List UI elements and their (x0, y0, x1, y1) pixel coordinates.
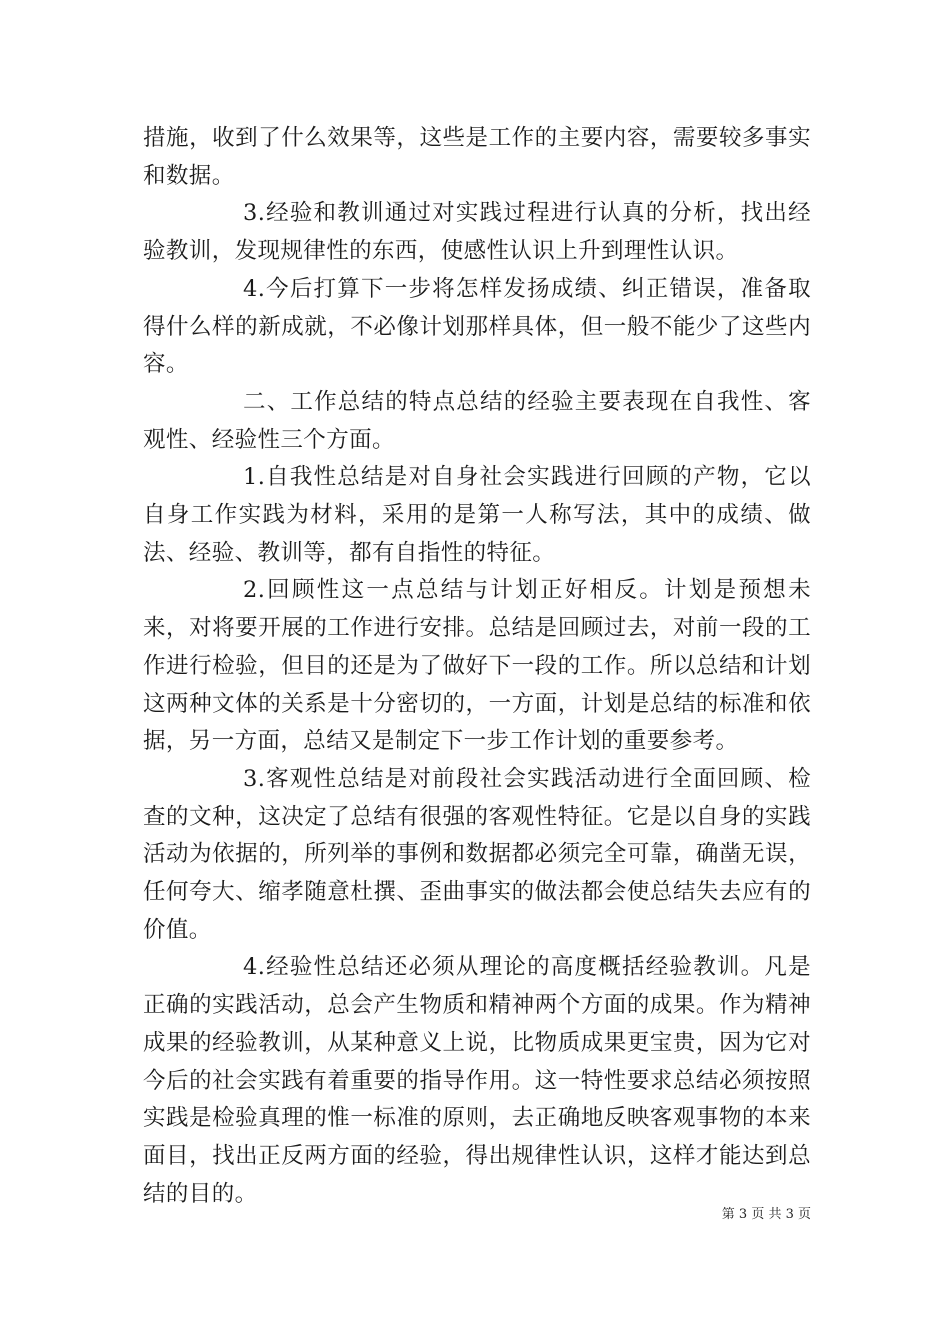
paragraph: 3.经验和教训通过对实践过程进行认真的分析，找出经验教训，发现规律性的东西，使感性认识上升到理性认识。 (143, 200, 811, 265)
document-body (143, 120, 811, 1213)
paragraph: 1.自我性总结是对自身社会实践进行回顾的产物，它以自身工作实践为材料，采用的是第一人称写法，其中的成绩、做法、经验、教训等，都有自指性的特征。 (143, 464, 811, 566)
paragraph: 4.今后打算下一步将怎样发扬成绩、纠正错误，准备取得什么样的新成就，不必像计划那样具体，但一般不能少了这些内容。 (143, 275, 811, 378)
paragraph: 4.经验性总结还必须从理论的高度概括经验教训。凡是正确的实践活动，总会产生物质和精神两个方面的成果。作为精神成果的经验教训，从某种意义上说，比物质成果更宝贵，因为它对今后的社会实践有着重要的指导作用。这一特性要求总结必须按照实践是检验真理的惟一标准的原则，去正确地反映客观事物的本来面目，找出正反两方面的经验，得出规律性认识，这样才能达到总结的目的。 (143, 954, 811, 1207)
paragraph: 2.回顾性这一点总结与计划正好相反。计划是预想未来，对将要开展的工作进行安排。总结是回顾过去，对前一段的工作进行检验，但目的还是为了做好下一段的工作。所以总结和计划这两种文体的关系是十分密切的，一方面，计划是总结的标准和依据，另一方面，总结又是制定下一步工作计划的重要参考。 (143, 577, 811, 755)
section-heading: 二、工作总结的特点总结的经验主要表现在自我性、客观性、经验性三个方面。 (143, 388, 811, 453)
paragraph: 措施，收到了什么效果等，这些是工作的主要内容，需要较多事实和数据。 (143, 125, 811, 189)
paragraph: 3.客观性总结是对前段社会实践活动进行全面回顾、检查的文种，这决定了总结有很强的客观性特征。它是以自身的实践活动为依据的，所列举的事例和数据都必须完全可靠，确凿无误，任何夸大、缩孝随意杜撰、歪曲事实的做法都会使总结失去应有的价值。 (143, 765, 811, 943)
page-number: 第 3 页 共 3 页 (721, 1207, 811, 1222)
